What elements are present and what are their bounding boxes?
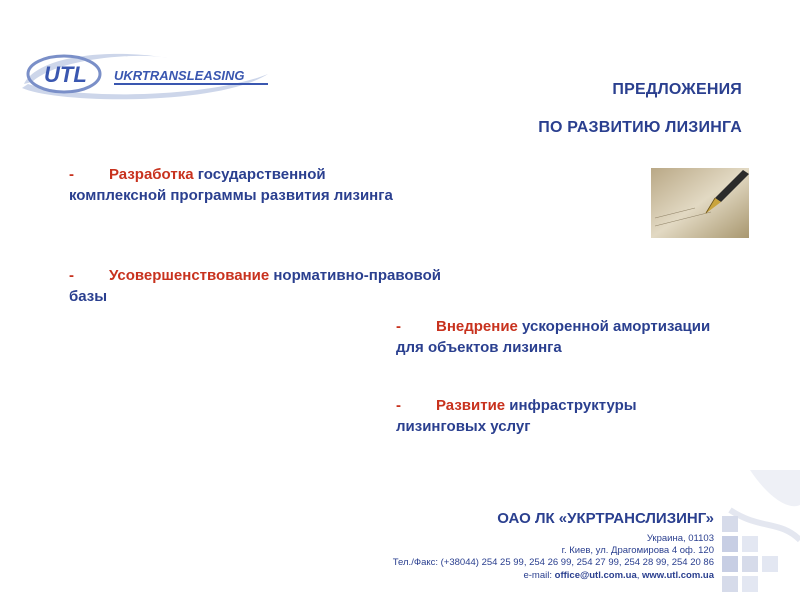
proposal-text: инфраструктуры лизинговых услуг [396,397,637,435]
proposal-text: нормативно-правовой базы [69,267,441,305]
heading-line-1: ПРЕДЛОЖЕНИЯ [612,81,742,98]
logo-mark: UTL [44,62,87,87]
proposal-text: государственной комплексной программы развития лизинга [69,166,393,204]
email-label: e-mail: [523,570,555,581]
address-street: г. Киев, ул. Драгомирова 4 оф. 120 [561,545,714,556]
squares-decor [720,470,800,600]
heading-line-2: ПО РАЗВИТИЮ ЛИЗИНГА [538,119,742,136]
fountain-pen-icon [651,168,749,238]
bullet-dash: - [69,267,74,284]
proposal-4 [396,395,716,437]
company-name: ОАО ЛК «УКРТРАНСЛИЗИНГ» [497,510,714,527]
proposal-2 [69,265,449,307]
contact-phones: Тел./Факс: (+38044) 254 25 99, 254 26 99, 254 27 99, 254 28 99, 254 20 86 [392,557,714,568]
proposal-keyword: Развитие [436,397,506,414]
bullet-dash: - [69,166,74,183]
bullet-dash: - [396,397,401,414]
contact-web [523,570,714,582]
proposal-3 [396,316,736,358]
utl-logo [18,44,278,106]
proposal-keyword: Усовершенствование [109,267,270,284]
proposal-keyword: Внедрение [436,318,518,335]
contact-separator: , [636,570,643,581]
bullet-dash: - [396,318,401,335]
proposal-text: ускоренной амортизации для объектов лизинга [396,318,711,356]
proposal-keyword: Разработка [109,166,194,183]
website-link[interactable]: www.utl.com.ua [642,570,714,581]
logo-brand-text: UKRTRANSLEASING [114,68,245,83]
proposal-1 [69,164,399,206]
email-link[interactable]: office@utl.com.ua [554,570,637,581]
address-country: Украина, 01103 [646,533,714,544]
